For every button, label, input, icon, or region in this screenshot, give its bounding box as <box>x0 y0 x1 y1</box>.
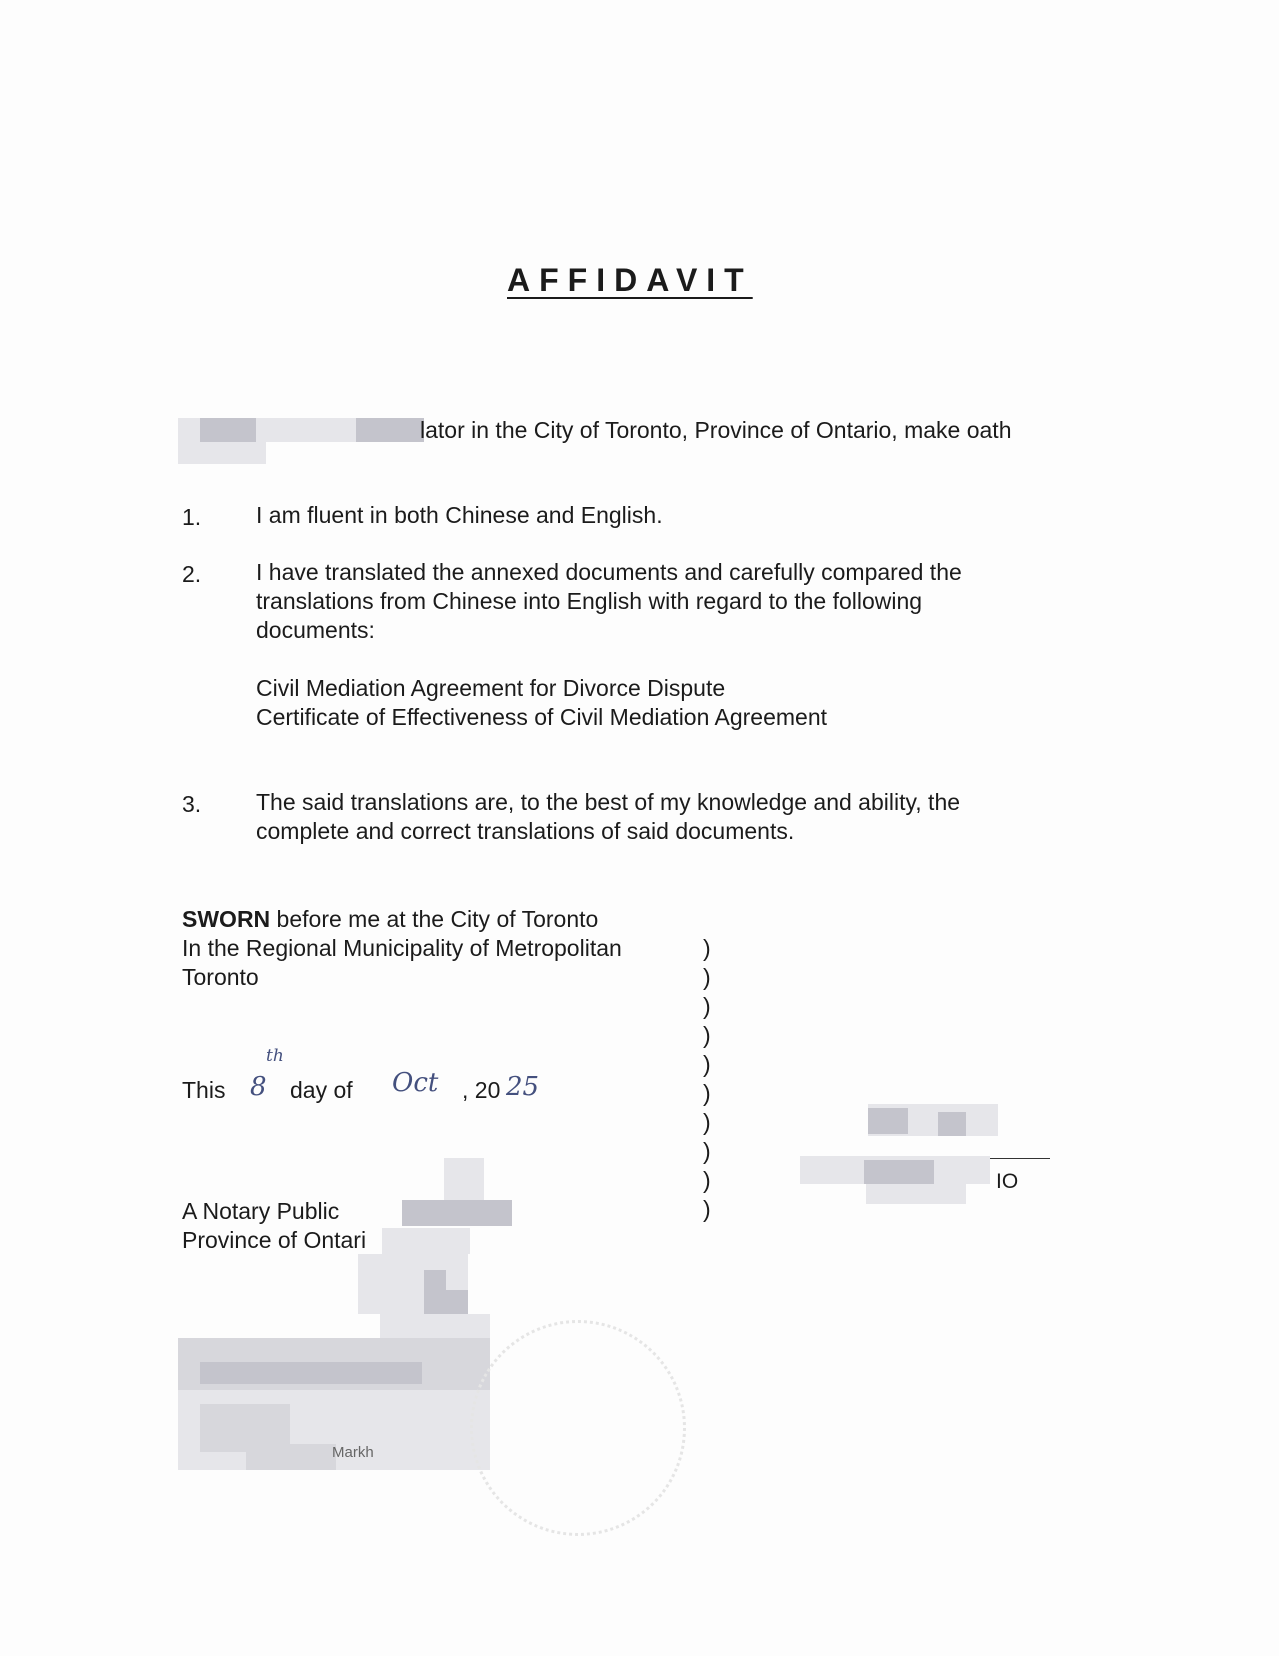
date-day-of: day of <box>290 1077 353 1103</box>
sworn-rest: before me at the City of Toronto <box>270 906 599 932</box>
redaction-block <box>356 418 424 442</box>
parenthesis: ) <box>703 1167 711 1193</box>
document-list-item: Civil Mediation Agreement for Divorce Dispute <box>256 675 726 701</box>
sworn-bold: SWORN <box>182 906 271 932</box>
item-text: documents: <box>256 617 375 643</box>
intro-line: lator in the City of Toronto, Province of Ontario, make oath <box>420 417 1012 443</box>
sworn-line: Toronto <box>182 964 259 990</box>
date-year-prefix: , 20 <box>462 1077 501 1103</box>
item-text: complete and correct translations of said documents. <box>256 818 795 844</box>
redaction-block <box>178 442 266 464</box>
handwritten-year: 25 <box>506 1072 540 1102</box>
parenthesis: ) <box>703 1109 711 1135</box>
item-number: 3. <box>182 791 202 817</box>
embossed-seal <box>470 1320 686 1536</box>
redaction-block <box>402 1200 512 1226</box>
redaction-block <box>938 1112 966 1136</box>
parenthesis: ) <box>703 1080 711 1106</box>
document-title: AFFIDAVIT <box>507 262 753 298</box>
parenthesis: ) <box>703 935 711 961</box>
handwritten-day: 8 <box>250 1072 267 1102</box>
item-text: I am fluent in both Chinese and English. <box>256 502 663 528</box>
parenthesis: ) <box>703 1138 711 1164</box>
parenthesis: ) <box>703 993 711 1019</box>
parenthesis: ) <box>703 1051 711 1077</box>
signature-name-tail: IO <box>996 1170 1019 1193</box>
redaction-block <box>868 1108 908 1134</box>
item-number: 2. <box>182 561 202 587</box>
handwritten-month: Oct <box>392 1068 439 1098</box>
handwritten-day-suffix: th <box>266 1046 284 1066</box>
date-this: This <box>182 1077 226 1103</box>
stamp-redaction <box>246 1444 336 1470</box>
item-text: I have translated the annexed documents and carefully compared the <box>256 559 962 585</box>
redaction-block <box>866 1184 966 1204</box>
item-text: The said translations are, to the best of my knowledge and ability, the <box>256 789 961 815</box>
parenthesis: ) <box>703 964 711 990</box>
item-text: translations from Chinese into English with regard to the following <box>256 588 923 614</box>
sworn-line <box>182 905 598 934</box>
stamp-redaction <box>200 1362 422 1384</box>
sworn-line: In the Regional Municipality of Metropolitan <box>182 935 622 961</box>
document-list-item: Certificate of Effectiveness of Civil Mediation Agreement <box>256 704 828 730</box>
redaction-block <box>444 1158 484 1200</box>
redaction-block <box>864 1160 934 1184</box>
item-number: 1. <box>182 504 202 530</box>
notary-line: Province of Ontari <box>182 1227 367 1253</box>
redaction-block <box>382 1228 470 1254</box>
notary-line: A Notary Public <box>182 1198 340 1224</box>
parenthesis: ) <box>703 1022 711 1048</box>
redaction-block <box>200 418 256 442</box>
stamp-redaction <box>424 1270 446 1314</box>
stamp-fragment-text: Markh <box>332 1444 374 1461</box>
parenthesis: ) <box>703 1196 711 1222</box>
